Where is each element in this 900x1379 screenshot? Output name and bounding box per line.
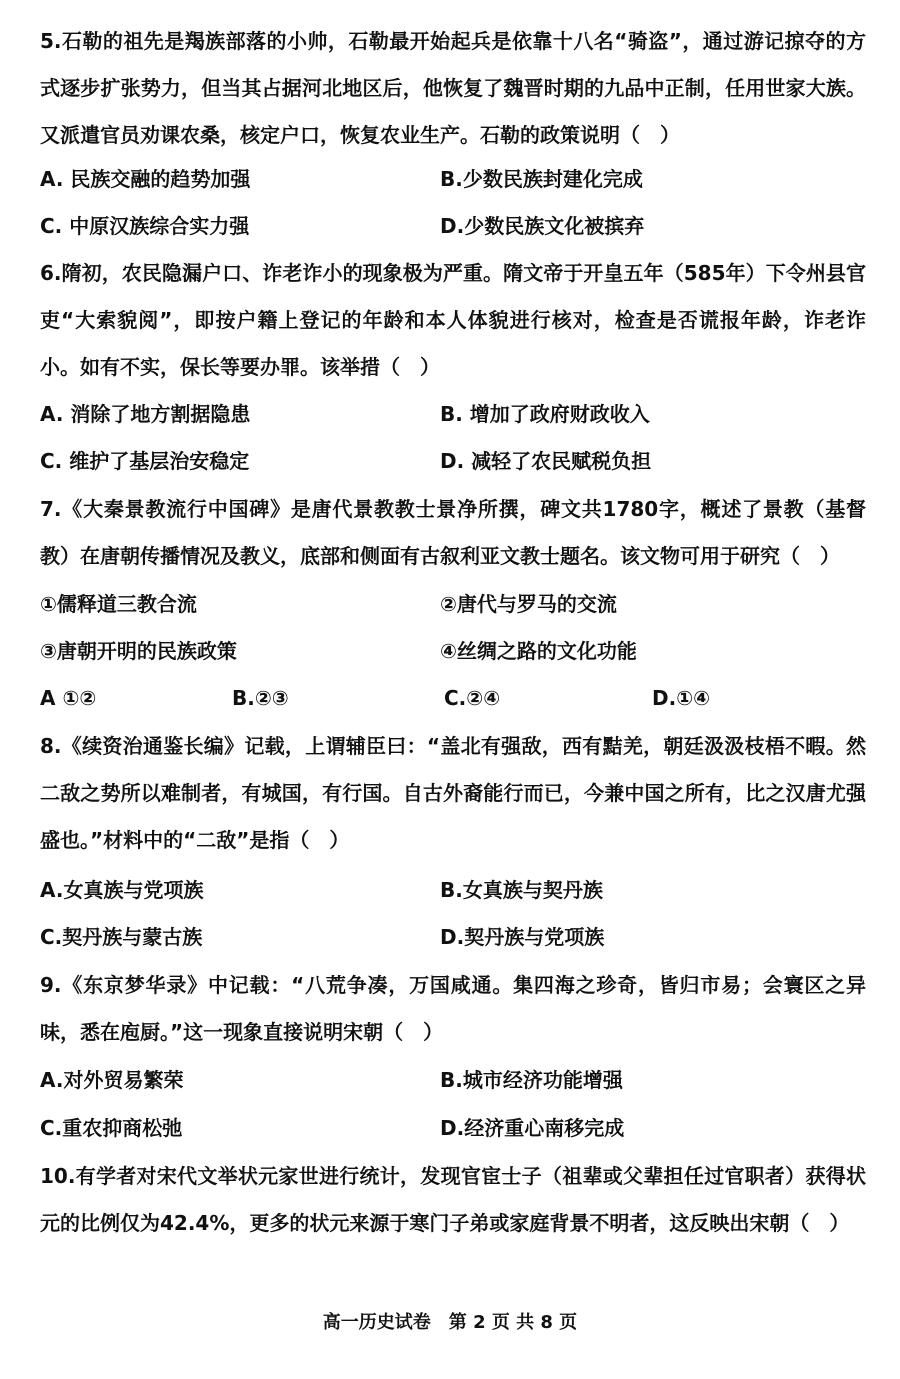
option-b: B.城市经济功能增强 [440, 1068, 623, 1092]
statement-3: ③唐朝开明的民族政策 [40, 639, 237, 663]
statement-4: ④丝绸之路的文化功能 [440, 639, 637, 663]
option-b: B.女真族与契丹族 [440, 878, 603, 902]
option-a: A.对外贸易繁荣 [40, 1068, 184, 1092]
option-b: B.少数民族封建化完成 [440, 167, 643, 191]
statement-2: ②唐代与罗马的交流 [440, 592, 617, 616]
option-d: D.契丹族与党项族 [440, 925, 605, 949]
option-b: B. 增加了政府财政收入 [440, 402, 650, 426]
option-c: C.契丹族与蒙古族 [40, 925, 203, 949]
question-7-stem: 7.《大秦景教流行中国碑》是唐代景教教士景净所撰，碑文共1780字，概述了景教（基督教）在唐朝传播情况及教义，底部和侧面有古叙利亚文教士题名。该文物可用于研究（ ） [40, 497, 866, 568]
option-a: A. 消除了地方割据隐患 [40, 402, 251, 426]
statement-1: ①儒释道三教合流 [40, 592, 197, 616]
option-a: A ①② [40, 686, 97, 710]
option-a: A. 民族交融的趋势加强 [40, 167, 251, 191]
option-c: C. 维护了基层治安稳定 [40, 449, 250, 473]
question-6-stem: 6.隋初，农民隐漏户口、诈老诈小的现象极为严重。隋文帝于开皇五年（585年）下令州县官吏“大索貌阅”，即按户籍上登记的年龄和本人体貌进行核对，检查是否谎报年龄，诈老诈小。如有不实，保长等要办罪。该举措（ ） [40, 261, 866, 379]
question-10-stem: 10.有学者对宋代文举状元家世进行统计，发现官宦士子（祖辈或父辈担任过官职者）获得状元的比例仅为42.4%，更多的状元来源于寒门子弟或家庭背景不明者，这反映出宋朝（ ） [40, 1164, 866, 1235]
option-d: D.少数民族文化被摈弃 [440, 214, 645, 238]
option-b: B.②③ [232, 686, 289, 710]
page-footer: 高一历史试卷 第 2 页 共 8 页 [322, 1312, 578, 1333]
option-d: D.①④ [652, 686, 711, 710]
option-c: C.②④ [444, 686, 501, 710]
question-5-stem: 5.石勒的祖先是羯族部落的小帅，石勒最开始起兵是依靠十八名“骑盗”，通过游记掠夺的方式逐步扩张势力，但当其占据河北地区后，他恢复了魏晋时期的九品中正制，任用世家大族。又派遣官员劝课农桑，核定户口，恢复农业生产。石勒的政策说明（ ） [40, 29, 866, 147]
option-c: C.重农抑商松弛 [40, 1116, 183, 1140]
question-9-stem: 9.《东京梦华录》中记载：“八荒争凑，万国咸通。集四海之珍奇，皆归市易；会寰区之异味，悉在庖厨。”这一现象直接说明宋朝（ ） [40, 973, 866, 1044]
option-c: C. 中原汉族综合实力强 [40, 214, 250, 238]
option-d: D.经济重心南移完成 [440, 1116, 625, 1140]
option-a: A.女真族与党项族 [40, 878, 204, 902]
question-8-stem: 8.《续资治通鉴长编》记载，上谓辅臣曰：“盖北有强敌，西有黠羌，朝廷汲汲枝梧不暇。然二敌之势所以难制者，有城国，有行国。自古外裔能行而已，今兼中国之所有，比之汉唐尤强盛也。”材料中的“二敌”是指（ ） [40, 734, 866, 852]
option-d: D. 减轻了农民赋税负担 [440, 449, 652, 473]
